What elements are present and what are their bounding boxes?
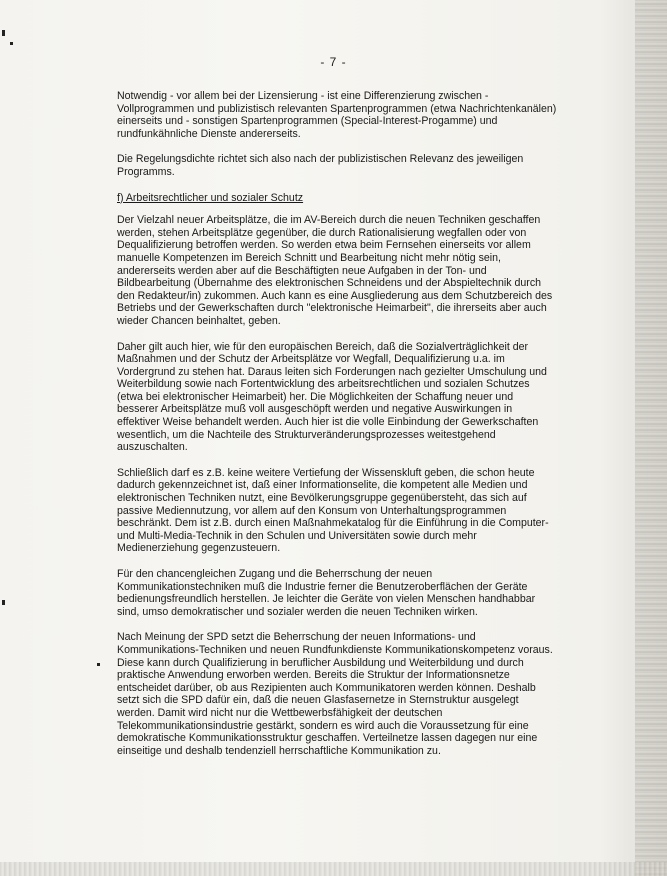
scan-edge-right xyxy=(635,0,667,876)
paragraph-arbeitsplaetze: Der Vielzahl neuer Arbeitsplätze, die im AV-Bereich durch die neuen Techniken geschaffen werden, stehen Arbeitsplätze gegenüber, die durch Rationalisierung wegfallen oder von Dequalifizierung betroffen werden. So werden etwa beim Fernsehen einerseits vor allem manuelle Kompetenzen im Bereich Schnitt und Bearbeitung nicht mehr nötig sein, andererseits werden aber auf die Beschäftigten neue Aufgaben in der Ton- und Bildbearbeitung (Übernahme des elektronischen Schneidens und der Abspieltechnik durch den Redakteur/in) zukommen. Auch kann es eine Ausgliederung aus dem Schutzbereich des Betriebs und der Gewerkschaften durch "elektronische Heimarbeit", die ihrerseits aber auch wieder Chancen beinhaltet, geben. xyxy=(117,214,553,327)
paragraph-spd-meinung: Nach Meinung der SPD setzt die Beherrschung der neuen Informations- und Kommunikations-Techniken und neuen Rundfunkdienste Kommunikationskompetenz voraus. Diese kann durch Qualifizierung in beruflicher Ausbildung und Weiterbildung und durch praktische Anwendung erworben werden. Bereits die Struktur der Informationsnetze entscheidet darüber, ob aus Rezipienten auch Kommunikatoren werden können. Deshalb setzt sich die SPD dafür ein, daß die neuen Glasfasernetze in Sternstruktur ausgelegt werden. Damit wird nicht nur die Wettbewerbsfähigkeit der deutschen Telekommunikationsindustrie gestärkt, sondern es wird auch die Voraussetzung für eine demokratische Kommunikationsstruktur geschaffen. Verteilnetze lassen dagegen nur eine einseitige und deshalb tendenziell herrschaftliche Kommunikation zu. xyxy=(117,631,553,757)
paragraph-zugang: Für den chancengleichen Zugang und die Beherrschung der neuen Kommunikationstechniken muß die Industrie ferner die Benutzeroberflächen der Geräte bedienungsfreundlich herstellen. Je leichter die Geräte von vielen Menschen handhabbar sind, umso demokratischer und sozialer werden die neuen Techniken wirken. xyxy=(117,568,536,618)
paragraph-differenzierung: Notwendig - vor allem bei der Lizensierung - ist eine Differenzierung zwischen - Vollprogrammen und publizistisch relevanten Spartenprogrammen (etwa Nachrichtenkanälen) einerseits und - sonstigen Spartenprogrammen (Special-Interest-Progamme) und rundfunkähnliche Dienste andererseits. xyxy=(117,90,557,140)
section-heading-arbeitsrechtlicher-schutz: f) Arbeitsrechtlicher und sozialer Schutz xyxy=(117,191,304,204)
paragraph-wissenskluft: Schließlich darf es z.B. keine weitere Vertiefung der Wissenskluft geben, die schon heute dadurch gekennzeichnet ist, daß einer Informationselite, die kompetent alle Medien und elektronischen Techniken nutzt, eine Bevölkerungsgruppe gegenübersteht, das sich auf passive Mediennutzung, vor allem auf den Konsum von Unterhaltungsprogrammen beschränkt. Dem ist z.B. durch einen Maßnahmekatalog für die Einführung in die Computer- und Multi-Media-Technik in den Schulen und Universitäten sowie durch mehr Medienerziehung gegenzusteuern. xyxy=(117,466,549,555)
paragraph-regelungsdichte: Die Regelungsdichte richtet sich also nach der publizistischen Relevanz des jeweiligen Programms. xyxy=(117,153,524,178)
page-number: - 7 - xyxy=(320,55,347,69)
scan-speck xyxy=(2,600,5,605)
paragraph-sozialvertraeglichkeit: Daher gilt auch hier, wie für den europäischen Bereich, daß die Sozialverträglichkeit der Maßnahmen und der Schutz der Arbeitsplätze vor Wegfall, Dequalifizierung u.a. im Vordergrund zu stehen hat. Daraus leiten sich Forderungen nach gezielter Umschulung und Weiterbildung sowie nach Fortentwicklung des arbeitsrechtlichen und sozialen Schutzes (etwa bei elektronischer Heimarbeit) her. Die Möglichkeiten der Schaffung neuer und besserer Arbeitsplätze muß voll ausgeschöpft werden und negative Auswirkungen in effektiver Weise behandelt werden. Auch hier ist die volle Einbindung der Gewerkschaften wesentlich, um die Nachteile des Strukturveränderungsprozesses weitestgehend auszuschalten. xyxy=(117,340,547,454)
bullet-mark xyxy=(97,663,100,666)
scan-edge-bottom xyxy=(0,862,667,876)
scan-speck xyxy=(2,30,5,36)
document-body xyxy=(117,90,557,770)
scan-speck xyxy=(10,42,13,45)
